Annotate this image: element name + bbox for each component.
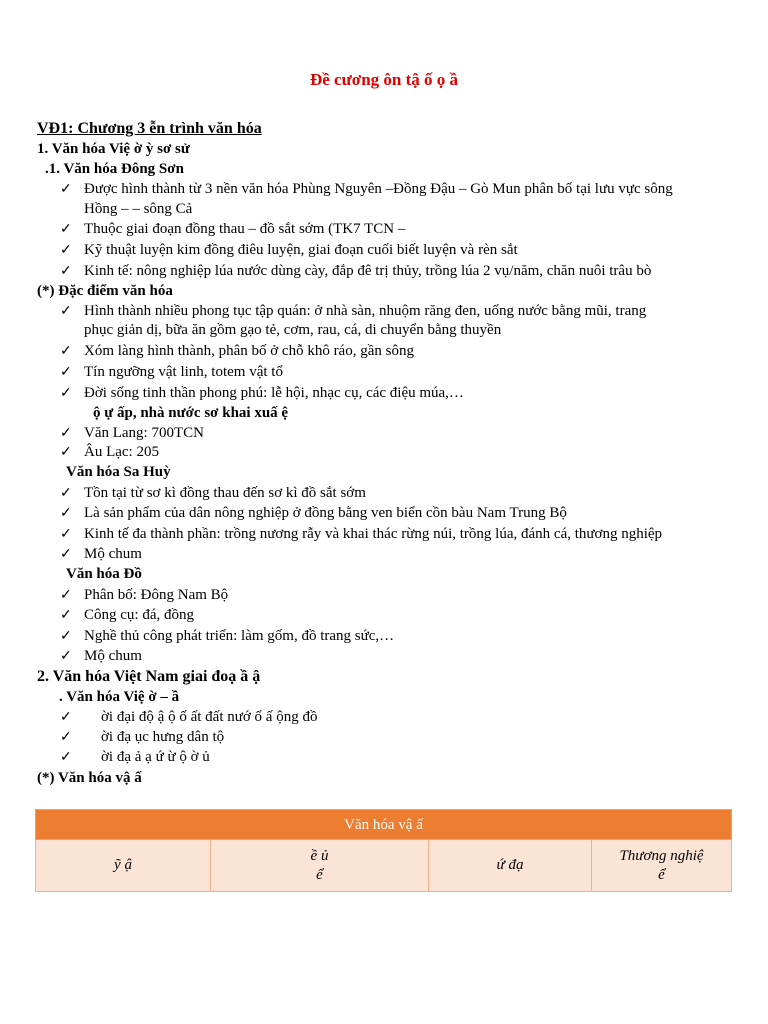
check-icon: ✓ bbox=[60, 304, 72, 319]
check-icon: ✓ bbox=[60, 426, 72, 441]
check-icon: ✓ bbox=[60, 527, 72, 542]
check-icon: ✓ bbox=[60, 222, 72, 237]
check-icon: ✓ bbox=[60, 730, 72, 745]
section-2-title: 2. Văn hóa Việt Nam giai đoạ ầ ậ bbox=[37, 668, 261, 685]
check-icon: ✓ bbox=[60, 243, 72, 258]
features-title: (*) Đặc điểm văn hóa bbox=[37, 283, 173, 299]
check-icon: ✓ bbox=[60, 386, 72, 401]
check-icon: ✓ bbox=[60, 710, 72, 725]
check-icon: ✓ bbox=[60, 629, 72, 644]
document-body: VĐ1: Chương 3 ễn trình văn hóa 1. Văn hóa Việ ờ ỳ sơ sử .1. Văn hóa Đông Sơn ✓ Được hình thành từ 3 nền văn hóa Phùng Nguyên –Đồng Đậu – Gò Mun phân bố tại lưu vực sông Hồng – – sông Cả ✓ Thuộc giai đoạn đồng thau – đồ sắt sớm (TK7 TCN – ✓ Kỹ thuật luyện kim đồng điêu luyện, giai đoạn cuối biết luyện và rèn sắt ✓ Kinh tế: nông nghiệp lúa nước dùng cày, đắp đê trị thủy, trồng lúa 2 vụ/năm, chăn nuôi trâu bò (*) Đặc điểm văn hóa ✓ Hình thành nhiều phong tục tập quán: ở nhà sàn, nhuộm răng đen, uống nước bằng mũi, trang phục giản dị, bữa ăn gồm gạo tẻ, cơm, rau, cá, di chuyển bằng thuyền ✓ Xóm làng hình thành, phân bố ở chỗ khô ráo, gần sông ✓ Tín ngưỡng vật linh, totem vật tổ ✓ Đời sống tinh thần phong phú: lễ hội, nhạc cụ, các điệu múa,… ộ ự ấp, nhà nước sơ khai xuấ ệ ✓ Văn Lang: 700TCN ✓ Âu Lạc: 205 Văn hóa Sa Huỳ ✓ Tồn tại từ sơ kì đồng thau đến sơ kì đồ sắt sớm ✓ Là sản phẩm của dân nông nghiệp ở đồng bằng ven biển cồn bàu Nam Trung Bộ ✓ Kinh tế đa thành phần: trồng nương rẫy và khai thác rừng núi, trồng lúa, đánh cá, thương nghiệp ✓ Mộ chum Văn hóa Đồ ✓ Phân bố: Đông Nam Bộ ✓ Công cụ: đá, đồng ✓ Nghề thủ công phát triển: làm gốm, đồ trang sức,… ✓ Mộ chum 2. Văn hóa Việt Nam giai đoạ ầ ậ . Văn hóa Việ ờ – ầ ✓ ời đại độ ậ ộ ố ất đất nướ ố ấ ộng đồ ✓ ời đạ ục hưng dân tộ ✓ ời đạ ả ạ ứ ừ ộ ờ ủ (*) Văn hóa vậ ấ bbox=[37, 120, 673, 786]
check-icon: ✓ bbox=[60, 264, 72, 279]
table-cell: ề ủ ể bbox=[211, 840, 429, 891]
check-icon: ✓ bbox=[60, 588, 72, 603]
check-icon: ✓ bbox=[60, 506, 72, 521]
table-cell: Thương nghiệ ể bbox=[619, 847, 704, 883]
material-culture-title: (*) Văn hóa vậ ấ bbox=[37, 770, 142, 786]
check-icon: ✓ bbox=[60, 344, 72, 359]
check-icon: ✓ bbox=[60, 750, 72, 765]
check-icon: ✓ bbox=[60, 486, 72, 501]
check-icon: ✓ bbox=[60, 445, 72, 460]
table-cell: ỹ ậ bbox=[36, 840, 211, 891]
state-heading: ộ ự ấp, nhà nước sơ khai xuấ ệ bbox=[93, 405, 289, 421]
section-1-title: 1. Văn hóa Việ ờ ỳ sơ sử bbox=[37, 141, 190, 157]
check-icon: ✓ bbox=[60, 547, 72, 562]
dongnai-title: Văn hóa Đồ bbox=[66, 566, 142, 582]
sahuynh-title: Văn hóa Sa Huỳ bbox=[66, 464, 171, 480]
check-icon: ✓ bbox=[60, 365, 72, 380]
check-icon: ✓ bbox=[60, 608, 72, 623]
material-culture-table bbox=[35, 809, 732, 892]
subsection-dongson: .1. Văn hóa Đông Sơn bbox=[45, 161, 184, 177]
check-icon: ✓ bbox=[60, 182, 72, 197]
page-title: Đề cương ôn tậ ố ọ ầ bbox=[309, 70, 459, 89]
table-cell: ứ đạ bbox=[429, 840, 592, 891]
check-icon: ✓ bbox=[60, 649, 72, 664]
section-heading: VĐ1: Chương 3 ễn trình văn hóa bbox=[37, 120, 262, 137]
table-row bbox=[35, 840, 732, 892]
table-header: Văn hóa vậ ấ bbox=[35, 809, 732, 840]
subsection-2-1: . Văn hóa Việ ờ – ầ bbox=[59, 689, 180, 705]
